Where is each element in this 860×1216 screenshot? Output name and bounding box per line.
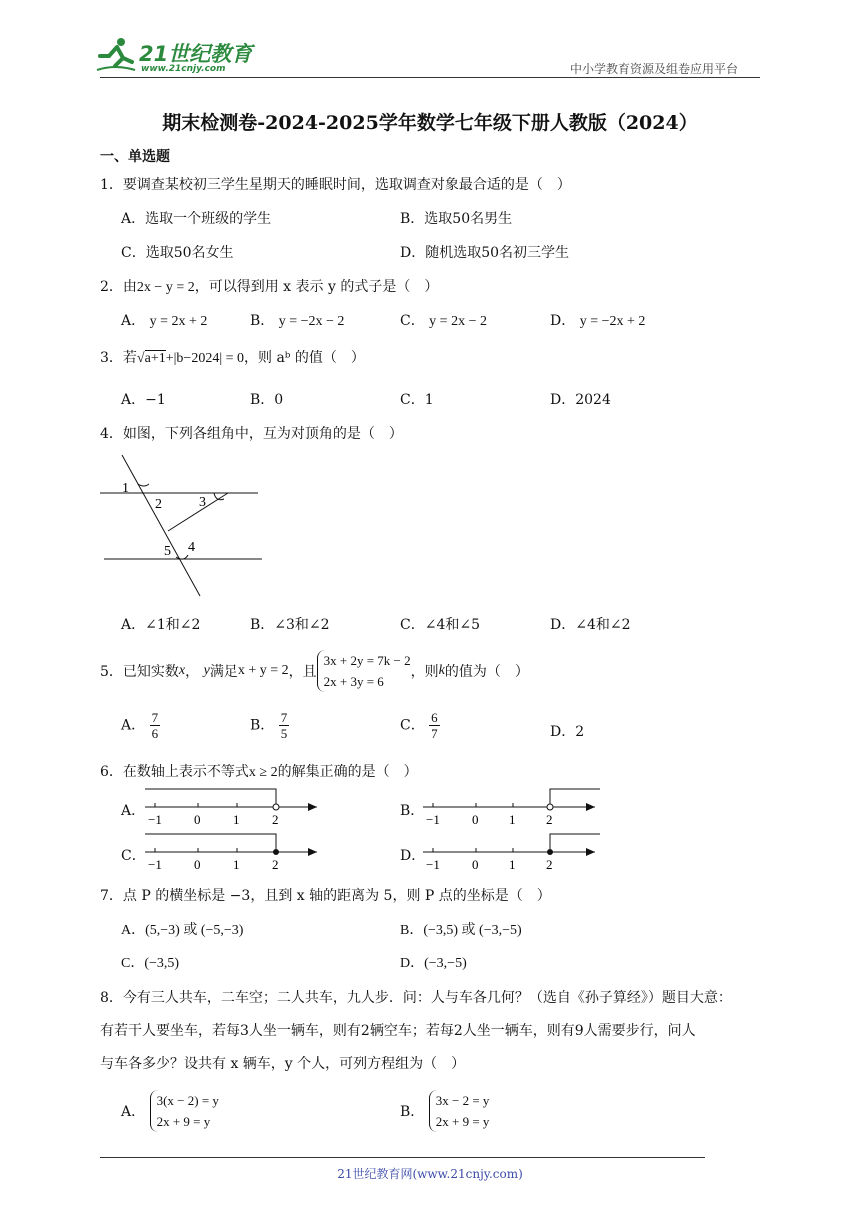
q4-option-b: B．∠3和∠2 <box>250 617 330 633</box>
q5-system: 3x + 2y = 7k − 2 2x + 3y = 6 <box>317 650 411 692</box>
svg-text:0: 0 <box>194 812 201 826</box>
svg-text:1: 1 <box>233 812 240 826</box>
q8-system-b: 3x − 2 = y 2x + 9 = y <box>429 1090 490 1132</box>
q1-option-a: A．选取一个班级的学生 <box>121 211 272 227</box>
footer-text: 21世纪教育网(www.21cnjy.com) <box>337 1167 523 1181</box>
header-rule <box>100 77 760 78</box>
angle-label-5: 5 <box>164 544 171 559</box>
q2-eq: 2x − y = 2 <box>136 280 195 295</box>
q7-stem: 7．点 P 的横坐标是 −3，且到 x 轴的距离为 5，则 P 点的坐标是（ ） <box>100 888 551 904</box>
q2-post: ，可以得到用 x 表示 y 的式子是（ ） <box>194 279 439 295</box>
svg-text:1: 1 <box>509 857 516 871</box>
q2-option-b: B． y = −2x − 2 <box>250 313 345 329</box>
sqrt-expr: √a+1 <box>136 351 166 366</box>
svg-text:−1: −1 <box>148 812 162 826</box>
q5-option-b: B． $\frac{7}{5}$ <box>250 710 288 741</box>
svg-text:1: 1 <box>233 857 240 871</box>
number-line-b <box>423 786 603 826</box>
q1-option-b: B．选取50名男生 <box>400 211 513 227</box>
q3-option-c: C．1 <box>400 392 434 408</box>
svg-text:2: 2 <box>272 857 279 871</box>
svg-text:0: 0 <box>194 857 201 871</box>
svg-text:2: 2 <box>546 857 553 871</box>
q2-option-a: A． y = 2x + 2 <box>121 313 208 329</box>
q5-stem: 5．已知实数 x ， y 满足 x + y = 2 ，且 3x + 2y = 7k − 2 2x + 3y = 6 ，则 k 的值为（ ） <box>100 648 529 694</box>
angle-label-4: 4 <box>188 540 195 555</box>
q3-option-a: A．−1 <box>121 392 166 408</box>
q7-option-b: B．(−3,5) 或 (−3,−5) <box>400 923 522 938</box>
q7-option-d: D．(−3,−5) <box>400 956 467 971</box>
svg-text:−1: −1 <box>148 857 162 871</box>
q2-option-c: C． y = 2x − 2 <box>400 313 487 329</box>
svg-text:2: 2 <box>546 812 553 826</box>
page-title: 期末检测卷-2024-2025学年数学七年级下册人教版（2024） <box>162 112 698 134</box>
q5-option-d: D．2 <box>550 724 585 740</box>
logo <box>95 36 265 76</box>
q1-stem: 1．要调查某校初三学生星期天的睡眠时间，选取调查对象最合适的是（ ） <box>100 177 571 193</box>
q8-line-1: 8．今有三人共车，二车空；二人共车，九人步．问：人与车各几何？（选自《孙子算经》）题目大意： <box>100 990 732 1006</box>
q8-option-a: A． 3(x − 2) = y 2x + 9 = y <box>121 1090 219 1132</box>
q1-option-d: D．随机选取50名初三学生 <box>400 245 570 261</box>
q7-option-c: C．(−3,5) <box>121 956 180 971</box>
svg-text:−1: −1 <box>426 857 440 871</box>
svg-text:0: 0 <box>472 812 479 826</box>
svg-text:1: 1 <box>509 812 516 826</box>
q2-option-d: D． y = −2x + 2 <box>550 313 646 329</box>
q8-system-a: 3(x − 2) = y 2x + 9 = y <box>150 1090 219 1132</box>
q4-option-c: C．∠4和∠5 <box>400 617 480 633</box>
q7-option-a: A．(5,−3) 或 (−5,−3) <box>121 923 244 938</box>
q6-option-b-label: B． <box>400 803 425 819</box>
q2-stem <box>100 276 438 296</box>
q6-option-c-label: C． <box>121 848 146 864</box>
logo-text: 21世纪教育 <box>139 42 253 66</box>
q8-line-2: 有若干人要坐车，若每3人坐一辆车，则有2辆空车；若每2人坐一辆车，则有9人需要步行，问人 <box>100 1023 696 1039</box>
q2-pre: 2．由 <box>100 279 137 295</box>
svg-text:−1: −1 <box>426 812 440 826</box>
q3-option-b: B．0 <box>250 392 284 408</box>
q5-option-a: A． $\frac{7}{6}$ <box>121 710 159 741</box>
q6-option-d-label: D． <box>400 848 426 864</box>
footer-rule <box>100 1157 705 1158</box>
angle-label-2: 2 <box>155 497 162 512</box>
q4-stem: 4．如图，下列各组角中，互为对顶角的是（ ） <box>100 426 403 442</box>
q4-option-a: A．∠1和∠2 <box>121 617 201 633</box>
angle-label-1: 1 <box>122 481 129 496</box>
svg-text:2: 2 <box>272 812 279 826</box>
angle-figure <box>98 452 268 602</box>
svg-text:0: 0 <box>472 857 479 871</box>
runner-logo-icon <box>95 36 137 74</box>
q1-option-c: C．选取50名女生 <box>121 245 234 261</box>
section-heading: 一、单选题 <box>100 149 170 165</box>
q3-stem: 3．若√a+1+|b−2024| = 0，则 aᵇ 的值（ ） <box>100 350 365 366</box>
q6-stem: 6．在数轴上表示不等式x ≥ 2的解集正确的是（ ） <box>100 764 418 780</box>
number-line-c <box>145 831 325 871</box>
q8-option-b: B． 3x − 2 = y 2x + 9 = y <box>400 1090 489 1132</box>
q5-option-c: C． $\frac{6}{7}$ <box>400 710 438 741</box>
q8-line-3: 与车各多少？设共有 x 辆车，y 个人，可列方程组为（ ） <box>100 1056 466 1072</box>
q6-option-a-label: A． <box>121 803 146 819</box>
logo-url: www.21cnjy.com <box>141 64 226 74</box>
header-right-text: 中小学教育资源及组卷应用平台 <box>570 62 739 76</box>
number-line-a <box>145 786 325 826</box>
number-line-d <box>423 831 603 871</box>
angle-label-3: 3 <box>199 495 206 510</box>
q3-option-d: D．2024 <box>550 392 611 408</box>
q4-option-d: D．∠4和∠2 <box>550 617 631 633</box>
